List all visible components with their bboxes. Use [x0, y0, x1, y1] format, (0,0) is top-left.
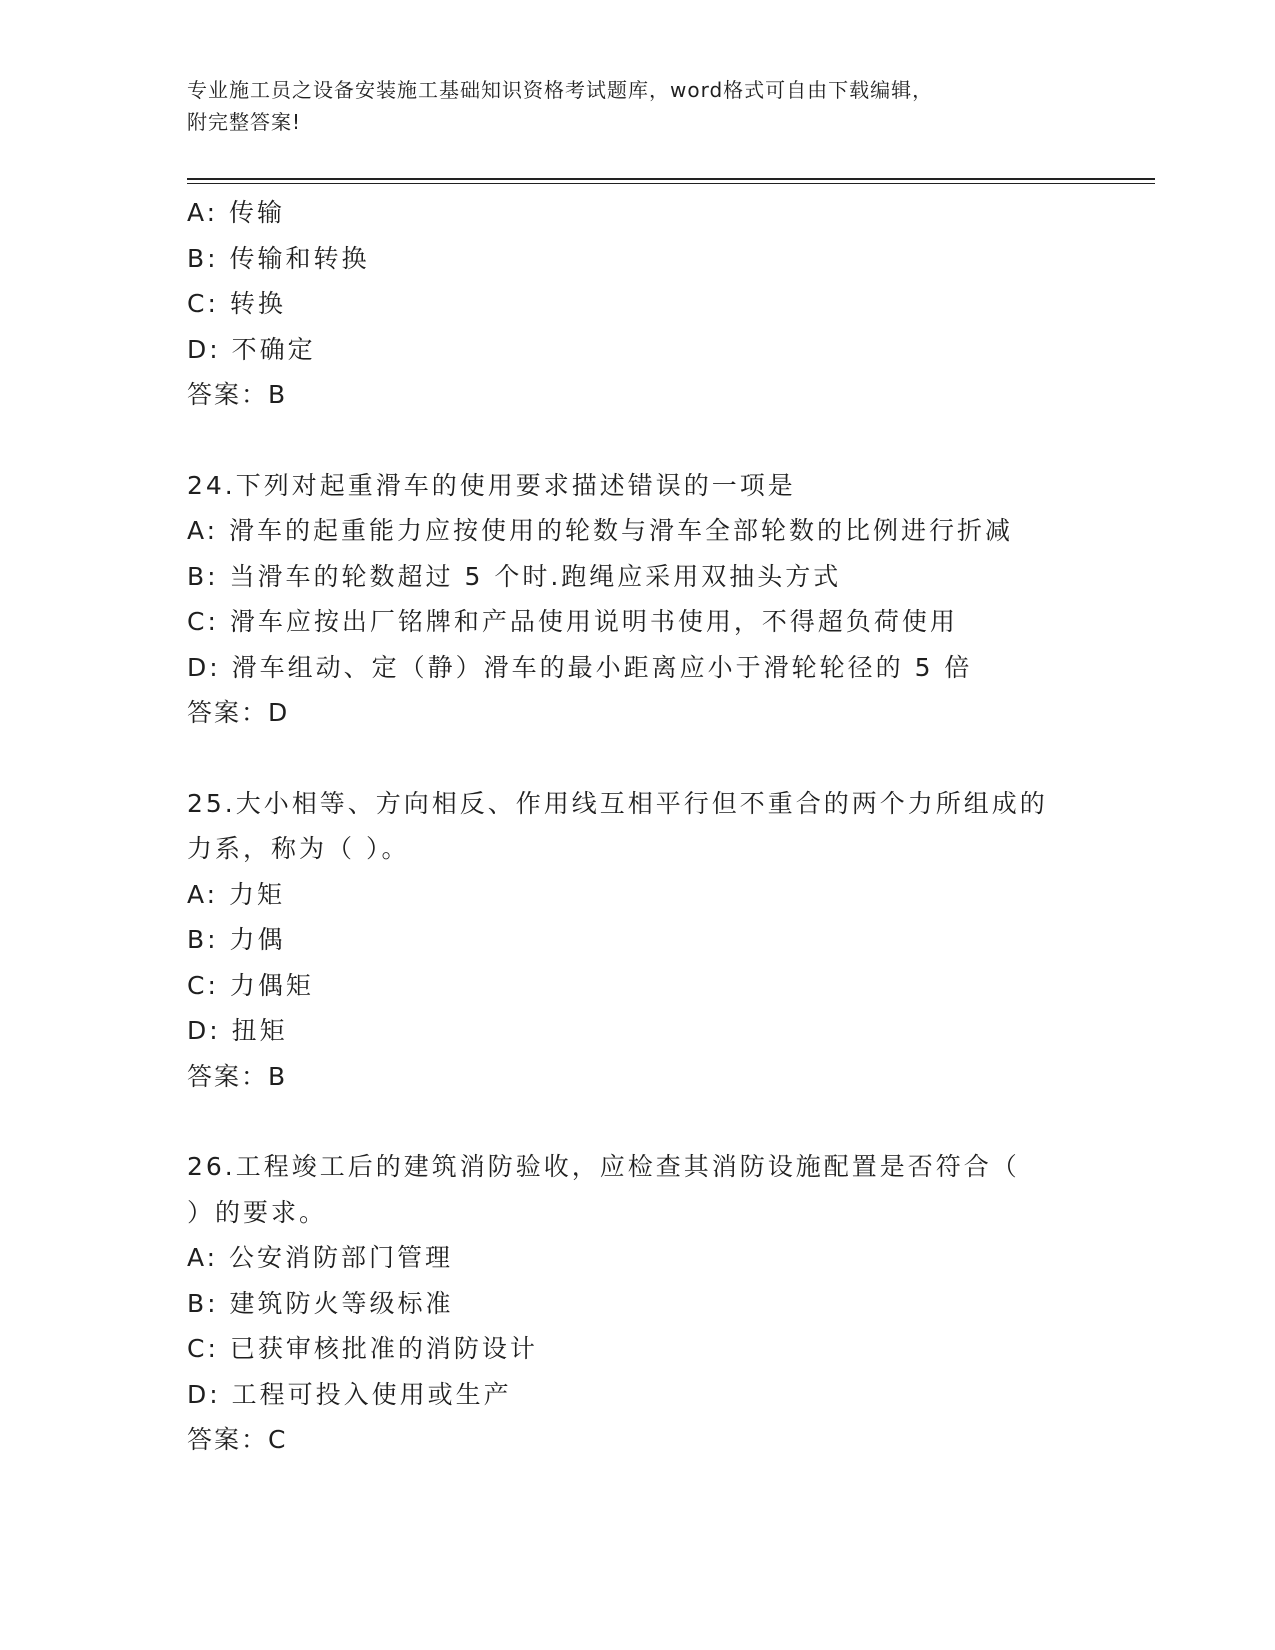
option-d: D: 扭矩 — [187, 1016, 288, 1045]
answer-line: 答案：B — [187, 380, 288, 409]
option-c: C: 转换 — [187, 289, 286, 318]
option-a: A: 公安消防部门管理 — [187, 1243, 454, 1272]
header-rule-thick — [187, 178, 1155, 180]
question-26 — [187, 1144, 1117, 1463]
answer-line: 答案：C — [187, 1425, 288, 1454]
spacer — [187, 1099, 1117, 1144]
option-a: A: 力矩 — [187, 879, 286, 909]
spacer — [187, 736, 1117, 781]
option-a: A: 滑车的起重能力应按使用的轮数与滑车全部轮数的比例进行折减 — [187, 516, 1014, 545]
option-b: B: 传输和转换 — [187, 243, 370, 273]
option-a: A: 传输 — [187, 198, 286, 227]
question-title: 24.下列对起重滑车的使用要求描述错误的一项是 — [187, 470, 796, 500]
document-header — [187, 74, 1087, 138]
question-title-line-1: 25.大小相等、方向相反、作用线互相平行但不重合的两个力所组成的 — [187, 788, 1048, 818]
option-d: D: 工程可投入使用或生产 — [187, 1379, 512, 1409]
answer-line: 答案：B — [187, 1061, 288, 1091]
option-b: B: 建筑防火等级标准 — [187, 1288, 454, 1318]
header-rule-thin — [187, 183, 1155, 184]
option-c: C: 力偶矩 — [187, 970, 314, 1000]
question-list — [187, 190, 1117, 1463]
answer-line: 答案：D — [187, 698, 290, 727]
question-title-line-2: 力系，称为（ ）。 — [187, 834, 410, 863]
header-line-2: 附完整答案! — [187, 110, 302, 134]
header-line-1: 专业施工员之设备安装施工基础知识资格考试题库，word格式可自由下载编辑， — [187, 78, 934, 102]
option-c: C: 滑车应按出厂铭牌和产品使用说明书使用，不得超负荷使用 — [187, 607, 958, 636]
option-d: D: 不确定 — [187, 334, 316, 364]
option-d: D: 滑车组动、定（静）滑车的最小距离应小于滑轮轮径的 5 倍 — [187, 652, 973, 682]
option-b: B: 力偶 — [187, 925, 286, 954]
spacer — [187, 418, 1117, 463]
question-24 — [187, 463, 1117, 736]
question-25 — [187, 781, 1117, 1100]
option-c: C: 已获审核批准的消防设计 — [187, 1334, 538, 1363]
question-title-line-2: ）的要求。 — [187, 1197, 328, 1227]
question-title-line-1: 26.工程竣工后的建筑消防验收，应检查其消防设施配置是否符合（ — [187, 1152, 1020, 1181]
option-b: B: 当滑车的轮数超过 5 个时.跑绳应采用双抽头方式 — [187, 561, 842, 591]
question-23 — [187, 190, 1117, 418]
